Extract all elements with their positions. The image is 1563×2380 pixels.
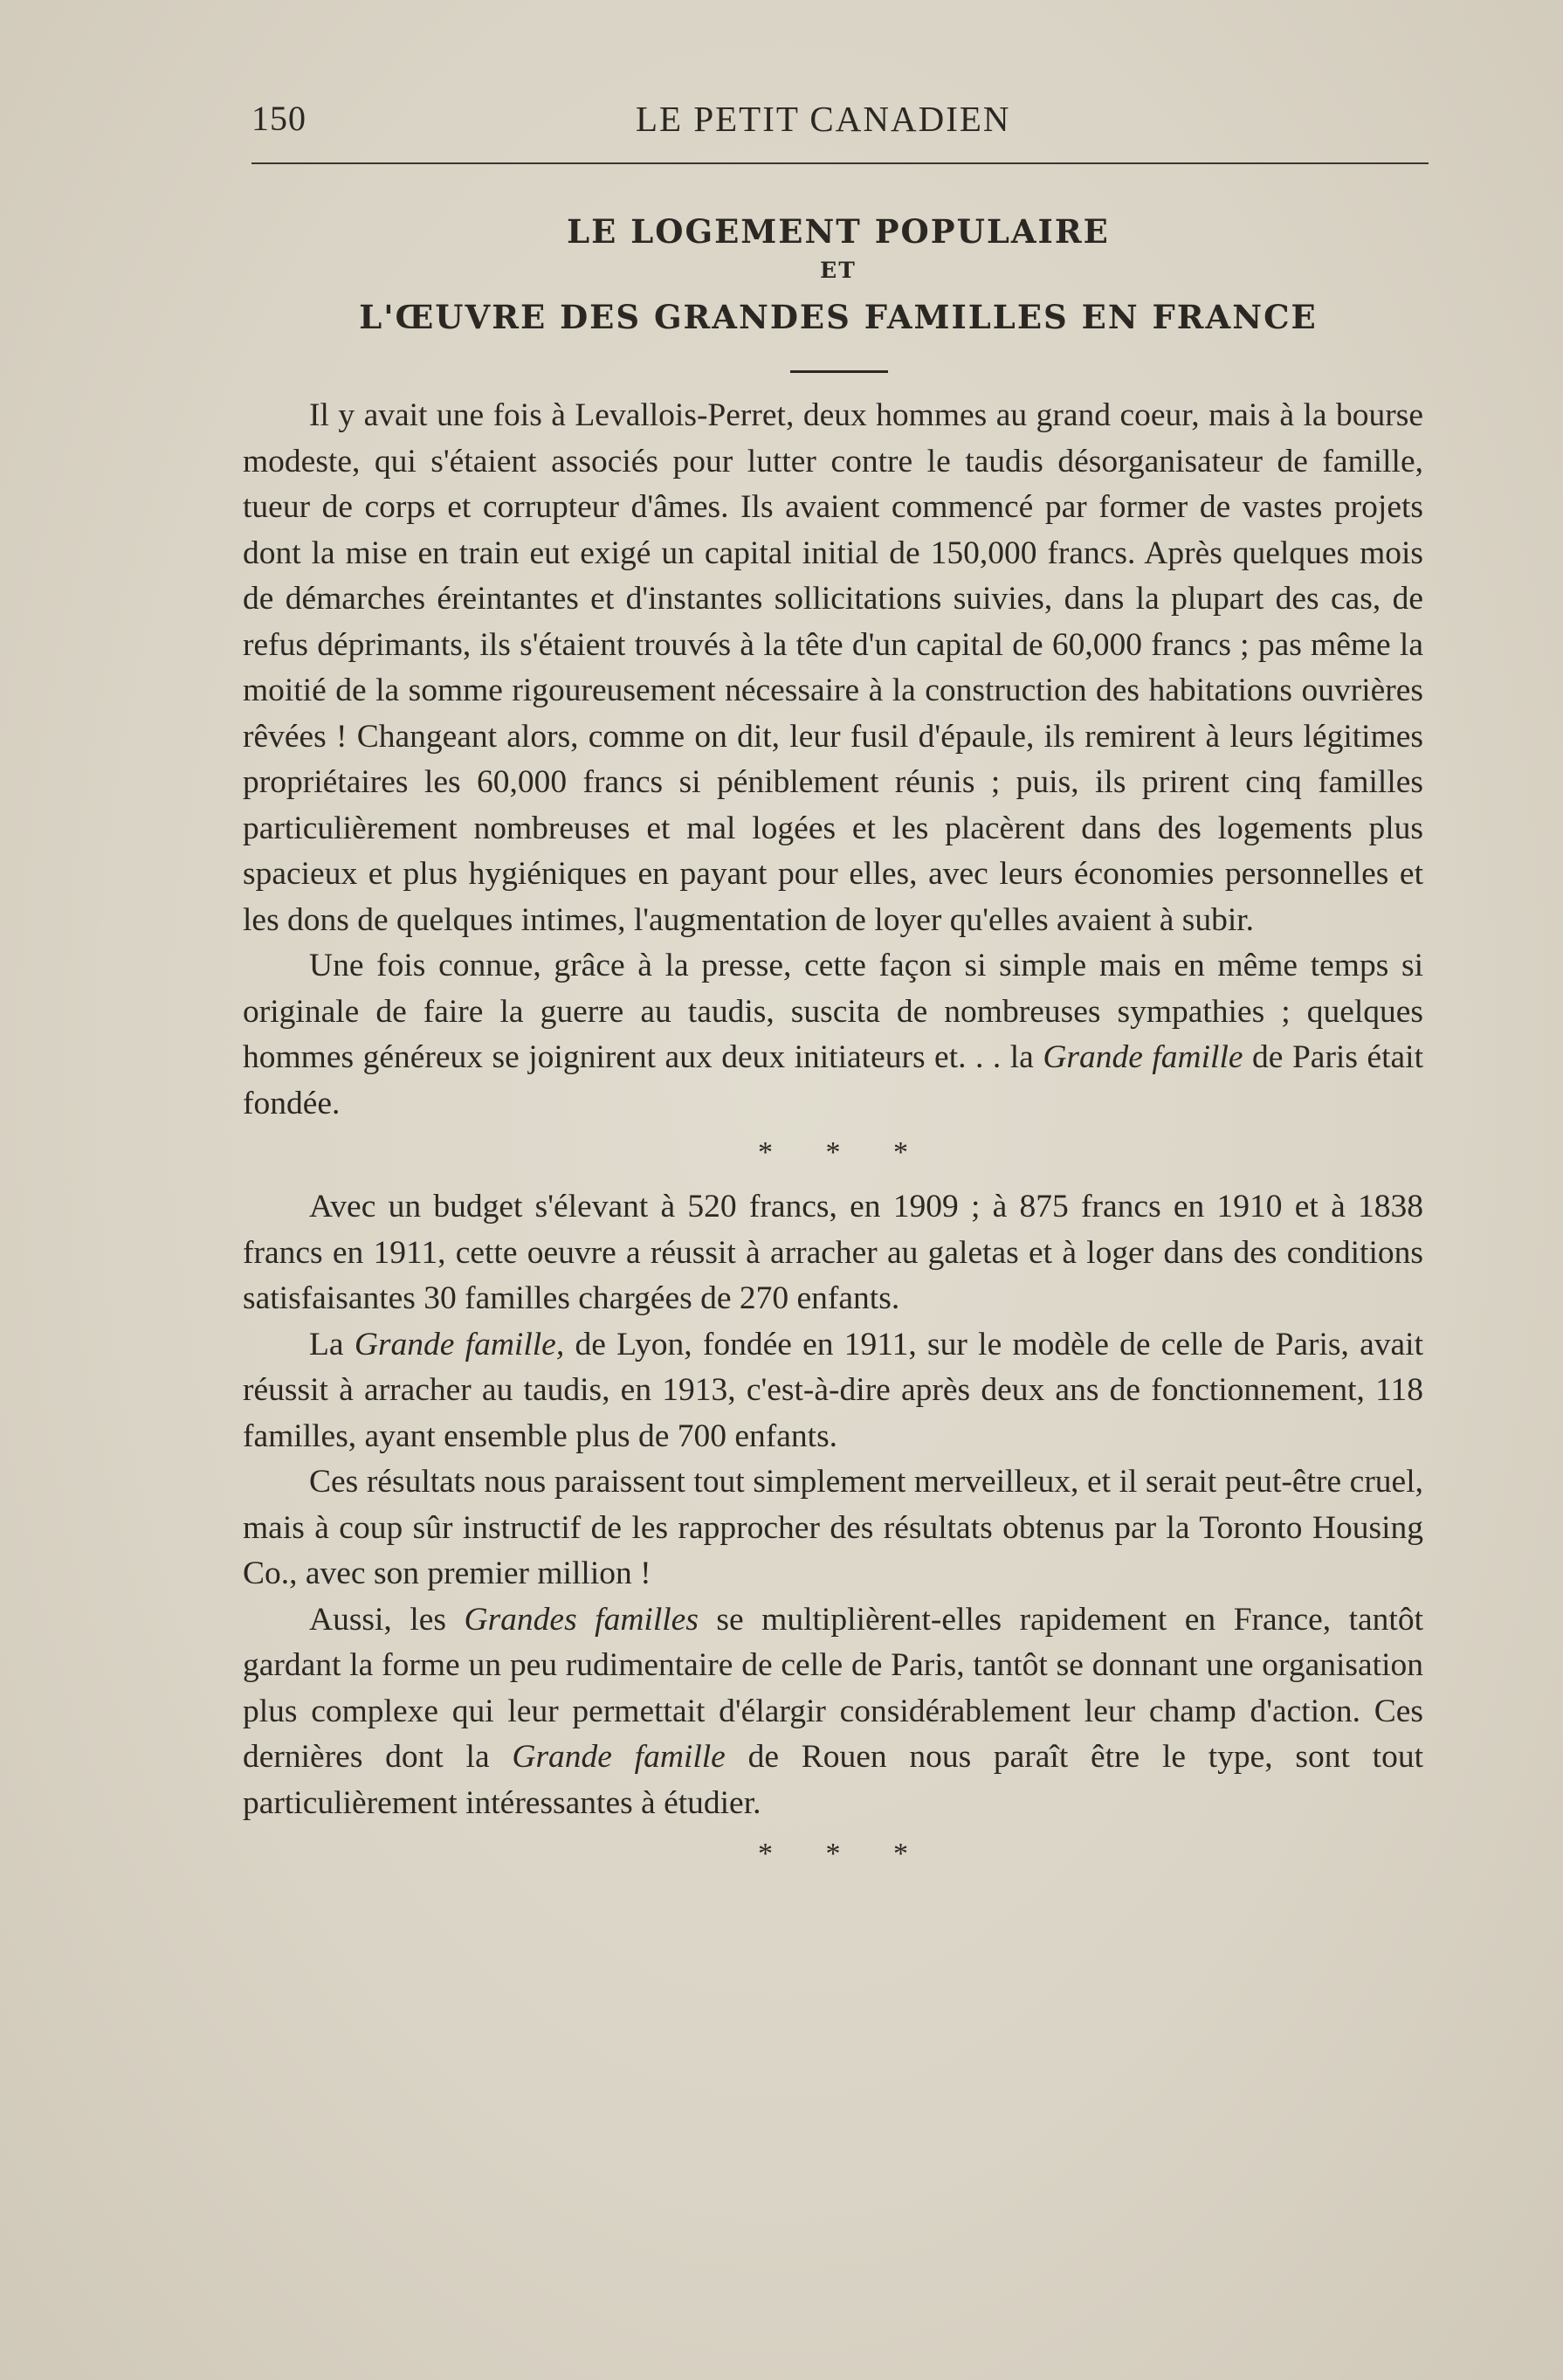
paragraph-4-italic: Grande famille, [354, 1326, 565, 1362]
paragraph-6-text-c: de Rouen nous paraît être le type, sont tout particulièrement intéressantes à étudier. [243, 1739, 1423, 1821]
paragraph-2-text-a: Une fois connue, grâce à la presse, cette façon si simple mais en même temps si originale de faire la guerre au taudis, suscita de nombreuses sympathies ; quelques hommes généreux se joignirent aux deux initiateurs et. . . la [243, 948, 1423, 1075]
title-line-sub: L'ŒUVRE DES GRANDES FAMILLES EN FRANCE [359, 298, 1318, 336]
journal-title: LE PETIT CANADIEN [636, 99, 1011, 139]
page-number: 150 [251, 99, 306, 138]
running-head [251, 98, 1422, 150]
paragraph-6-italic-1: Grandes familles [464, 1601, 699, 1638]
paragraph-6-text-b: se multiplièrent-elles rapidement en France, tantôt gardant la forme un peu rudimentaire de celle de Paris, tantôt se donnant une organisation plus complexe qui leur permettait d'élargir considérablement leur champ d'action. Ces dernières dont la [243, 1601, 1423, 1775]
paragraph-4 [243, 1322, 1423, 1460]
article-title [244, 210, 1432, 346]
paragraph-6-italic-2: Grande famille [512, 1739, 726, 1775]
paragraph-2-text-b: de Paris était fondée. [243, 1039, 1423, 1121]
header-rule [251, 162, 1429, 164]
article-body [243, 393, 1423, 1886]
paragraph-3: Avec un budget s'élevant à 520 francs, en 1909 ; à 875 francs en 1910 et à 1838 francs en 1911, cette oeuvre a réussit à arracher au galetas et à loger dans des conditions satisfaisantes 30 familles chargées de 270 enfants. [243, 1189, 1423, 1316]
title-line-conjunction: ET [820, 258, 857, 283]
title-divider [790, 370, 888, 373]
paragraph-1: Il y avait une fois à Levallois-Perret, deux hommes au grand coeur, mais à la bourse modeste, qui s'étaient associés pour lutter contre le taudis désorganisateur de famille, tueur de corps et corrupteur d'âmes. Ils avaient commencé par former de vastes projets dont la mise en train eut exigé un capital initial de 150,000 francs. Après quelques mois de démarches éreintantes et d'instantes sollicitations suivies, dans la plupart des cas, de refus déprimants, ils s'étaient trouvés à la tête d'un capital de 60,000 francs ; pas même la moitié de la somme rigoureusement nécessaire à la construction des habitations ouvrières rêvées ! Changeant alors, comme on dit, leur fusil d'épaule, ils remirent à leurs légitimes propriétaires les 60,000 francs si péniblement réunis ; puis, ils prirent cinq familles particulièrement nombreuses et mal logées et les placèrent dans des logements plus spacieux et plus hygiéniques en payant pour elles, avec leurs économies personnelles et les dons de quelques intimes, l'augmentation de loyer qu'elles avaient à subir. [243, 397, 1423, 938]
paragraph-6-text-a: Aussi, les [309, 1601, 465, 1638]
paragraph-4-text-a: La [309, 1326, 355, 1362]
paragraph-6 [243, 1597, 1423, 1827]
title-line-main: LE LOGEMENT POPULAIRE [567, 212, 1110, 251]
section-separator-end: * * * [758, 1838, 931, 1870]
paragraph-5: Ces résultats nous paraissent tout simplement merveilleux, et il serait peut-être cruel, mais à coup sûr instructif de les rapprocher des résultats obtenus par la Toronto Housing Co., avec son premier million ! [243, 1464, 1423, 1591]
paragraph-4-text-b: de Lyon, fondée en 1911, sur le modèle de celle de Paris, avait réussit à arracher au taudis, en 1913, c'est-à-dire après deux ans de fonctionnement, 118 familles, ayant ensemble plus de 700 enfants. [243, 1326, 1423, 1454]
paragraph-2-italic: Grande famille [1043, 1039, 1243, 1075]
paragraph-2 [243, 943, 1423, 1127]
section-separator: * * * [758, 1136, 931, 1169]
